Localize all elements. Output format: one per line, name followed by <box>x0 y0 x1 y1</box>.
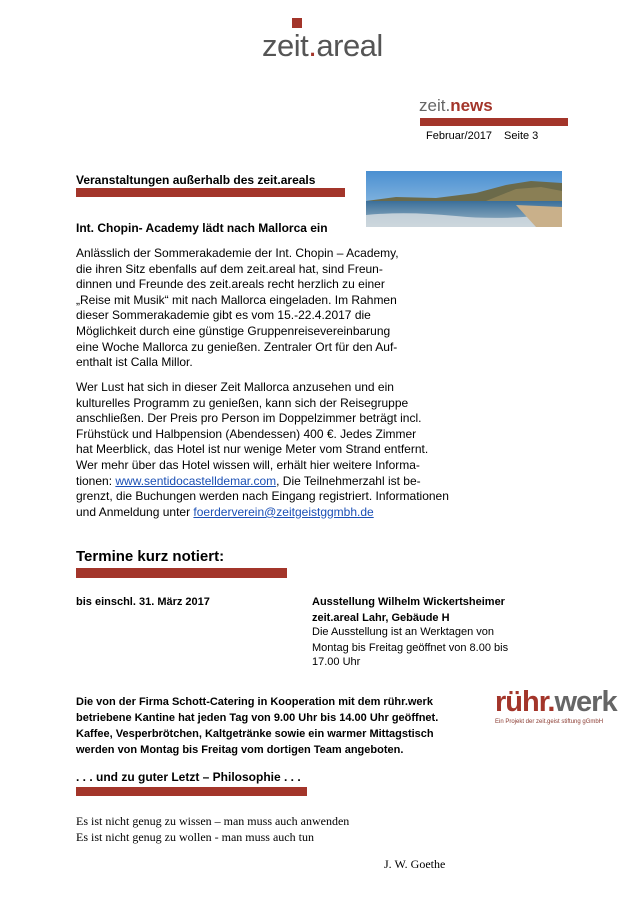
quote-author: J. W. Goethe <box>384 857 446 871</box>
article-title-chopin: Int. Chopin- Academy lädt nach Mallorca ein <box>76 221 328 235</box>
text-line: kulturelles Programm zu genießen, kann sich der Reisegruppe <box>76 395 409 410</box>
email-link[interactable]: foerderverein@zeitgeistggmbh.de <box>193 504 374 519</box>
text-line: enthalt ist Calla Millor. <box>76 355 193 370</box>
text-line: grenzt, die Buchungen werden nach Eingang registriert. Informationen <box>76 489 449 504</box>
newsletter-title <box>419 96 493 116</box>
text-line: anschließen. Der Preis pro Person im Doppelzimmer beträgt incl. <box>76 411 422 426</box>
text-line <box>76 505 516 521</box>
text-line: hat Meerblick, das Hotel ist nur wenige Meter vom Strand entfernt. <box>76 442 429 457</box>
text-line: Wer Lust hat sich in dieser Zeit Mallorca anzusehen und ein <box>76 380 394 394</box>
beach-landscape-image <box>366 171 562 227</box>
newsletter-header-bar <box>420 118 568 126</box>
werk-part: werk <box>554 686 617 718</box>
article-paragraph-2 <box>76 380 516 520</box>
section-heading-bar <box>76 188 345 197</box>
event-details <box>312 595 552 669</box>
event-description-line: Montag bis Freitag geöffnet von 8.00 bis <box>312 642 509 654</box>
text-line: Anlässlich der Sommerakademie der Int. Chopin – Academy, <box>76 246 399 260</box>
text-line: „Reise mit Musik“ mit nach Mallorca eingeladen. Im Rahmen <box>76 292 397 307</box>
link-prefix: tionen: <box>76 473 116 488</box>
text-line: betriebene Kantine hat jeden Tag von 9.00 Uhr bis 14.00 Uhr geöffnet. <box>76 712 439 724</box>
goethe-quote <box>76 814 349 845</box>
text-line: Kaffee, Vesperbrötchen, Kaltgetränke sowie ein warmer Mittagstisch <box>76 728 434 740</box>
link-suffix: , Die Teilnehmerzahl ist be- <box>276 473 421 488</box>
ruehr-werk-tagline: Ein Projekt der zeit.geist stiftung gGmbH <box>495 719 604 725</box>
text-line: Frühstück und Halbpension (Abendessen) 400 €. Jedes Zimmer <box>76 426 417 441</box>
text-line: eine Woche Mallorca zu genießen. Zentraler Ort für den Auf- <box>76 339 398 354</box>
newsletter-suffix: news <box>450 96 493 115</box>
event-description-line: 17.00 Uhr <box>312 656 361 668</box>
quote-line: Es ist nicht genug zu wollen - man muss auch tun <box>76 829 314 844</box>
article-paragraph-1 <box>76 246 496 371</box>
text-line: Die von der Firma Schott-Catering in Kooperation mit dem rühr.werk <box>76 696 433 708</box>
text-line: dieser Sommerakademie gibt es vom 15.-22.4.2017 die <box>76 308 371 323</box>
text-line: werden von Montag bis Freitag vom dortigen Team angeboten. <box>76 744 404 756</box>
catering-notice <box>76 694 486 758</box>
ruehr-werk-logo <box>495 686 617 725</box>
section-heading-philosophy: . . . und zu guter Letzt – Philosophie . . . <box>76 770 301 784</box>
event-title: Ausstellung Wilhelm Wickertsheimer <box>312 596 505 608</box>
event-location: zeit.areal Lahr, Gebäude H <box>312 612 450 624</box>
text-line: Wer mehr über das Hotel wissen will, erhält hier weitere Informa- <box>76 457 420 472</box>
text-line: Möglichkeit durch eine günstige Gruppenreisevereinbarung <box>76 323 391 338</box>
section-heading-bar <box>76 568 287 578</box>
event-description-line: Die Ausstellung ist an Werktagen von <box>312 626 495 638</box>
text-line <box>76 474 516 490</box>
hotel-website-link[interactable]: www.sentidocastelldemar.com <box>115 473 277 488</box>
issue-info <box>426 130 550 142</box>
logo-suffix: areal <box>316 28 383 63</box>
logo-accent-square <box>292 18 302 28</box>
logo-dot: . <box>308 28 317 63</box>
zeit-areal-logo <box>262 28 383 64</box>
beach-photo <box>366 171 562 227</box>
section-heading-dates: Termine kurz notiert: <box>76 548 225 565</box>
issue-date: Februar/2017 <box>426 130 493 142</box>
ruehr-part: rühr. <box>495 686 555 718</box>
logo-prefix: zeit <box>262 28 309 63</box>
quote-line: Es ist nicht genug zu wissen – man muss auch anwenden <box>76 814 350 828</box>
ruehr-werk-wordmark <box>495 686 617 718</box>
page-number: Seite 3 <box>504 130 539 142</box>
text-line: dinnen und Freunde des zeit.areals recht herzlich zu einer <box>76 277 385 292</box>
link-prefix: und Anmeldung unter <box>76 504 194 519</box>
text-line: die ihren Sitz ebenfalls auf dem zeit.areal hat, sind Freun- <box>76 261 383 276</box>
section-heading-bar <box>76 787 307 796</box>
section-heading-events: Veranstaltungen außerhalb des zeit.areals <box>76 173 316 187</box>
event-date: bis einschl. 31. März 2017 <box>76 596 210 608</box>
newsletter-prefix: zeit. <box>419 96 451 115</box>
